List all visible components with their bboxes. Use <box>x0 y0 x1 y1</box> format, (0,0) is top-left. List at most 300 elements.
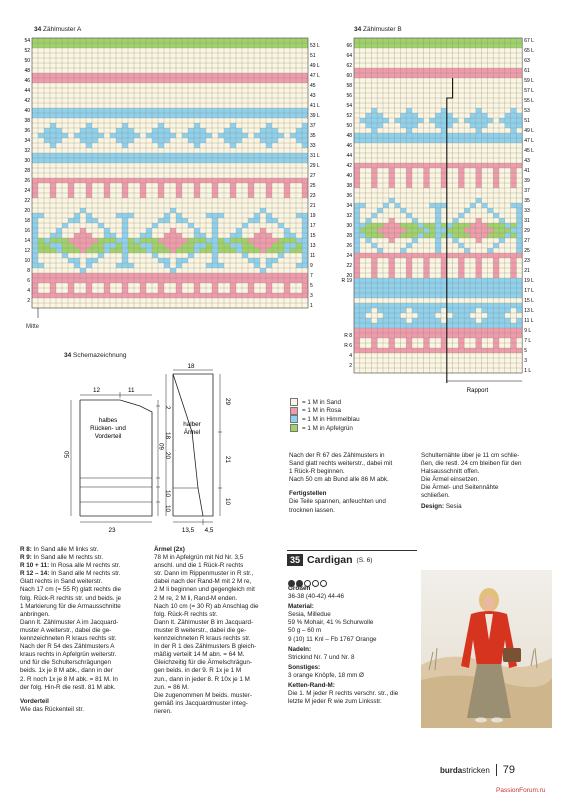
cardigan-section-heading: Größen <box>288 585 311 592</box>
chart-cell <box>354 178 360 183</box>
chart-row <box>354 278 522 283</box>
chart-cell <box>140 183 146 188</box>
chart-cell <box>206 178 212 183</box>
chart-cell <box>164 288 170 293</box>
chart-cell <box>236 228 242 233</box>
chart-cell <box>377 313 383 318</box>
chart-cell <box>146 133 152 138</box>
chart-cell <box>400 118 406 123</box>
chart-cell <box>92 218 98 223</box>
chart-cell <box>383 343 389 348</box>
chart-cell <box>56 133 62 138</box>
chart-cell <box>86 133 92 138</box>
chart-cell <box>302 248 308 253</box>
cardigan-section-line: 36-38 (40-42) 44-46 <box>288 593 345 601</box>
row-label-right: 15 <box>310 233 316 239</box>
chart-cell <box>511 313 517 318</box>
rapport-label: Rapport <box>466 388 489 394</box>
chart-cell <box>278 288 284 293</box>
chart-cell <box>383 163 389 168</box>
row-label-right: 51 <box>310 53 316 59</box>
chart-cell <box>176 243 182 248</box>
row-label-right: 45 L <box>524 148 534 154</box>
chart-cell <box>272 238 278 243</box>
chart-cell <box>188 253 194 258</box>
chart-cell <box>176 178 182 183</box>
chart-cell <box>56 188 62 193</box>
chart-cell <box>499 163 505 168</box>
chart-cell <box>212 258 218 263</box>
chart-cell <box>128 283 134 288</box>
chart-cell <box>170 238 176 243</box>
chart-cell <box>476 163 482 168</box>
chart-cell <box>360 338 366 343</box>
row-label-left: 12 <box>24 248 30 254</box>
chart-cell <box>98 253 104 258</box>
row-label-right: 43 <box>524 158 530 164</box>
chart-cell <box>266 218 272 223</box>
chart-cell <box>254 213 260 218</box>
chart-cell <box>68 258 74 263</box>
chart-cell <box>354 208 360 213</box>
chart-cell <box>122 238 128 243</box>
chart-cell <box>98 288 104 293</box>
instruction-line: folg. Rück-R rechts str. und beids. je <box>20 594 122 602</box>
chart-cell <box>505 223 511 228</box>
chart-cell <box>360 118 366 123</box>
row-label-left: 26 <box>346 243 352 249</box>
chart-cell <box>505 113 511 118</box>
row-label-left: 20 <box>24 208 30 214</box>
row-label-left: R 6 <box>344 343 352 349</box>
watermark: PassionForum.ru <box>496 787 546 794</box>
chart-cell <box>284 178 290 183</box>
instruction-line: Glatt rechts in Sand weiterstr. <box>20 578 103 586</box>
chart-cell <box>482 123 488 128</box>
chart-cell <box>482 113 488 118</box>
chart-row <box>354 133 522 138</box>
chart-cell <box>236 133 242 138</box>
chart-cell <box>206 283 212 288</box>
chart-cell <box>110 243 116 248</box>
chart-cell <box>493 178 499 183</box>
chart-cell <box>110 288 116 293</box>
chart-row <box>354 363 522 368</box>
chart-cell <box>86 138 92 143</box>
chart-row <box>354 43 522 48</box>
row-label-right: 5 <box>310 283 313 289</box>
chart-cell <box>194 133 200 138</box>
instruction-line: R 10 + 11: In Rosa alle M rechts str. <box>20 562 121 570</box>
chart-cell <box>224 133 230 138</box>
row-label-right: 33 <box>310 143 316 149</box>
chart-cell <box>68 238 74 243</box>
chart-cell <box>511 183 517 188</box>
chart-cell <box>516 113 522 118</box>
chart-cell <box>296 288 302 293</box>
chart-cell <box>86 233 92 238</box>
chart-cell <box>188 288 194 293</box>
chart-cell <box>50 233 56 238</box>
chart-cell <box>302 128 308 133</box>
chart-cell <box>122 253 128 258</box>
legend-item-himmelblau: = 1 M in Himmelblau <box>290 415 360 424</box>
chart-cell <box>248 188 254 193</box>
chart-cell <box>296 213 302 218</box>
chart-cell <box>435 223 441 228</box>
chart-cell <box>122 223 128 228</box>
chart-cell <box>50 243 56 248</box>
chart-cell <box>371 178 377 183</box>
chart-cell <box>389 263 395 268</box>
dim-sleeve-d1: 29 <box>224 398 231 406</box>
chart-cell <box>406 183 412 188</box>
row-label-right: 45 <box>310 83 316 89</box>
dim-sleeve-height: 60 <box>159 442 166 450</box>
chart-cell <box>128 263 134 268</box>
chart-cell <box>248 183 254 188</box>
chart-cell <box>176 233 182 238</box>
row-label-left: 30 <box>24 158 30 164</box>
row-label-left: 22 <box>24 198 30 204</box>
body-label-2: Rücken- und <box>90 425 126 432</box>
chart-cell <box>110 133 116 138</box>
chart-cell <box>254 178 260 183</box>
chart-cell <box>32 243 38 248</box>
row-label-left: 66 <box>346 43 352 49</box>
chart-cell <box>406 108 412 113</box>
dim-body-d2: 18 <box>164 432 171 440</box>
chart-cell <box>302 178 308 183</box>
chart-cell <box>487 343 493 348</box>
chart-cell <box>176 183 182 188</box>
chart-cell <box>134 188 140 193</box>
chart-cell <box>354 213 360 218</box>
chart-cell <box>476 308 482 313</box>
row-label-left: 54 <box>346 103 352 109</box>
chart-cell <box>74 218 80 223</box>
chart-cell <box>86 183 92 188</box>
chart-cell <box>236 283 242 288</box>
instruction-line: R 9: In Sand alle M rechts str. <box>20 554 103 562</box>
row-label-right: 47 L <box>310 73 320 79</box>
chart-row <box>354 283 522 288</box>
chart-cell <box>152 138 158 143</box>
chart-cell <box>62 253 68 258</box>
cardigan-page-ref: (S. 6) <box>356 556 373 564</box>
row-label-right: 13 L <box>524 308 534 314</box>
chart-cell <box>389 238 395 243</box>
chart-cell <box>248 178 254 183</box>
chart-cell <box>260 208 266 213</box>
chart-cell <box>418 343 424 348</box>
row-label-left: 4 <box>349 353 352 359</box>
chart-row <box>354 53 522 58</box>
instruction-line: beids. 1x je 8 M abk., dann in der <box>20 667 113 675</box>
chart-cell <box>435 313 441 318</box>
row-label-left: 44 <box>346 153 352 159</box>
chart-cell <box>236 248 242 253</box>
chart-cell <box>360 253 366 258</box>
cardigan-title: Cardigan <box>307 554 353 566</box>
chart-cell <box>80 243 86 248</box>
row-label-right: 55 L <box>524 98 534 104</box>
chart-cell <box>377 123 383 128</box>
chart-cell <box>260 133 266 138</box>
chart-cell <box>441 178 447 183</box>
chart-cell <box>284 188 290 193</box>
chart-cell <box>476 113 482 118</box>
cardigan-section-heading: Material: <box>288 603 314 611</box>
chart-cell <box>424 173 430 178</box>
chart-row <box>354 108 522 113</box>
chart-cell <box>146 188 152 193</box>
chart-cell <box>74 283 80 288</box>
chart-cell <box>170 288 176 293</box>
row-label-right: 39 <box>524 178 530 184</box>
chart-cell <box>383 118 389 123</box>
chart-cell <box>435 218 441 223</box>
chart-cell <box>476 313 482 318</box>
chart-cell <box>354 203 360 208</box>
chart-cell <box>499 343 505 348</box>
chart-cell <box>406 258 412 263</box>
chart-cell <box>224 283 230 288</box>
chart-cell <box>453 338 459 343</box>
chart-cell <box>453 238 459 243</box>
chart-cell <box>164 128 170 133</box>
chart-cell <box>377 163 383 168</box>
row-label-left: 28 <box>24 168 30 174</box>
chart-cell <box>366 123 372 128</box>
chart-cell <box>278 253 284 258</box>
chart-cell <box>493 183 499 188</box>
chart-cell <box>92 133 98 138</box>
chart-cell <box>200 138 206 143</box>
chart-cell <box>487 253 493 258</box>
chart-cell <box>424 268 430 273</box>
chart-cell <box>482 163 488 168</box>
chart-cell <box>86 128 92 133</box>
chart-cell <box>505 338 511 343</box>
chart-cell <box>499 338 505 343</box>
chart-cell <box>62 288 68 293</box>
chart-cell <box>254 258 260 263</box>
chart-cell <box>354 173 360 178</box>
chart-cell <box>516 243 522 248</box>
chart-cell <box>170 268 176 273</box>
instruction-line: Dann lt. Zählmuster B im Jacquard- <box>154 618 254 626</box>
chart-cell <box>441 118 447 123</box>
chart-cell <box>389 258 395 263</box>
chart-cell <box>152 283 158 288</box>
chart-cell <box>104 243 110 248</box>
chart-cell <box>400 228 406 233</box>
chart-cell <box>429 338 435 343</box>
chart-cell <box>158 178 164 183</box>
chart-cell <box>212 253 218 258</box>
chart-cell <box>266 133 272 138</box>
chart-cell <box>212 218 218 223</box>
chart-cell <box>206 238 212 243</box>
chart-cell <box>366 163 372 168</box>
dim-body-d3: 20 <box>164 452 171 460</box>
cardigan-section-heading: Ketten-Rand-M: <box>288 682 335 690</box>
chart-cell <box>476 263 482 268</box>
row-label-right: 35 <box>310 133 316 139</box>
cardigan-section-heading: Nadeln: <box>288 645 312 653</box>
row-label-right: 35 <box>524 198 530 204</box>
dim-body-d4: 10 <box>164 490 171 498</box>
chart-cell <box>476 223 482 228</box>
chart-cell <box>182 288 188 293</box>
swatch-sand-icon <box>290 398 298 406</box>
chart-cell <box>470 338 476 343</box>
chart-cell <box>140 178 146 183</box>
chart-cell <box>470 203 476 208</box>
chart-cell <box>92 283 98 288</box>
chart-a-mitte-label: Mitte <box>26 324 40 330</box>
chart-b-heading: 34 Zählmuster B <box>354 26 402 33</box>
chart-cell <box>44 128 50 133</box>
chart-cell <box>230 233 236 238</box>
chart-cell <box>122 243 128 248</box>
chart-cell <box>354 218 360 223</box>
chart-cell <box>86 238 92 243</box>
legend-item-apfelgruen: = 1 M in Apfelgrün <box>290 424 360 433</box>
row-label-right: 23 <box>310 193 316 199</box>
chart-cell <box>441 253 447 258</box>
chart-cell <box>254 288 260 293</box>
chart-cell <box>354 258 360 263</box>
row-label-left: 64 <box>346 53 352 59</box>
row-label-right: 19 L <box>524 278 534 284</box>
chart-cell <box>354 273 360 278</box>
chart-cell <box>104 193 110 198</box>
chart-cell <box>493 268 499 273</box>
chart-cell <box>377 343 383 348</box>
chart-row <box>354 63 522 68</box>
chart-cell <box>389 253 395 258</box>
chart-cell <box>278 223 284 228</box>
swatch-apfelgruen-icon <box>290 424 298 432</box>
chart-cell <box>371 113 377 118</box>
chart-cell <box>128 128 134 133</box>
chart-row <box>354 93 522 98</box>
chart-cell <box>122 228 128 233</box>
chart-cell <box>516 213 522 218</box>
cardigan-number: 35 <box>287 554 303 566</box>
chart-cell <box>80 288 86 293</box>
chart-row <box>354 353 522 358</box>
chart-cell <box>389 268 395 273</box>
chart-cell <box>395 233 401 238</box>
chart-cell <box>74 188 80 193</box>
sleeve-label-2: Ärmel <box>183 429 201 436</box>
chart-cell <box>224 138 230 143</box>
chart-cell <box>418 253 424 258</box>
cardigan-section-heading: Sonstiges: <box>288 663 321 671</box>
chart-cell <box>98 283 104 288</box>
chart-cell <box>400 313 406 318</box>
chart-cell <box>435 238 441 243</box>
chart-cell <box>140 233 146 238</box>
row-label-left: 48 <box>24 68 30 74</box>
row-label-right: 49 L <box>524 128 534 134</box>
chart-cell <box>383 233 389 238</box>
chart-cell <box>116 128 122 133</box>
chart-cell <box>482 203 488 208</box>
chart-cell <box>290 178 296 183</box>
chart-cell <box>302 228 308 233</box>
chart-cell <box>56 178 62 183</box>
chart-cell <box>284 183 290 188</box>
chart-cell <box>406 168 412 173</box>
chart-cell <box>360 343 366 348</box>
chart-cell <box>272 258 278 263</box>
chart-cell <box>62 188 68 193</box>
chart-cell <box>236 288 242 293</box>
chart-cell <box>453 218 459 223</box>
chart-cell <box>406 308 412 313</box>
chart-row <box>354 323 522 328</box>
chart-cell <box>266 233 272 238</box>
chart-cell <box>429 163 435 168</box>
chart-cell <box>158 258 164 263</box>
chart-cell <box>505 253 511 258</box>
chart-cell <box>290 233 296 238</box>
chart-cell <box>272 188 278 193</box>
chart-row <box>354 98 522 103</box>
row-label-right: 57 L <box>524 88 534 94</box>
chart-cell <box>32 238 38 243</box>
chart-cell <box>236 178 242 183</box>
chart-row <box>354 143 522 148</box>
row-label-right: 3 <box>524 358 527 364</box>
chart-cell <box>176 193 182 198</box>
chart-cell <box>152 288 158 293</box>
chart-cell <box>511 253 517 258</box>
chart-cell <box>44 133 50 138</box>
chart-cell <box>230 133 236 138</box>
instruction-line: rieren. <box>154 707 172 715</box>
chart-cell <box>170 178 176 183</box>
chart-cell <box>302 123 308 128</box>
chart-cell <box>188 133 194 138</box>
chart-cell <box>447 163 453 168</box>
row-label-left: 46 <box>346 143 352 149</box>
chart-cell <box>290 188 296 193</box>
chart-cell <box>164 133 170 138</box>
chart-cell <box>272 283 278 288</box>
chart-cell <box>493 173 499 178</box>
row-label-left: 58 <box>346 83 352 89</box>
chart-cell <box>424 183 430 188</box>
chart-cell <box>366 343 372 348</box>
row-label-right: 39 L <box>310 113 320 119</box>
chart-cell <box>194 143 200 148</box>
chart-cell <box>389 183 395 188</box>
chart-cell <box>74 243 80 248</box>
chart-cell <box>200 128 206 133</box>
chart-cell <box>395 118 401 123</box>
chart-cell <box>395 163 401 168</box>
chart-cell <box>194 228 200 233</box>
chart-cell <box>406 173 412 178</box>
chart-cell <box>511 308 517 313</box>
chart-cell <box>266 238 272 243</box>
chart-cell <box>371 268 377 273</box>
